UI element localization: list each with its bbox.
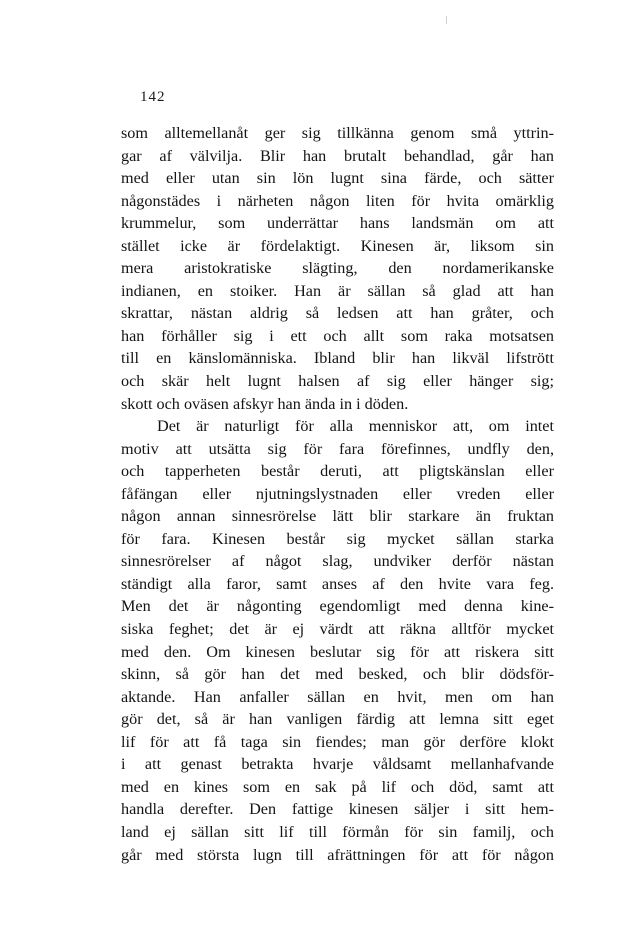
text-line: stället icke är fördelaktigt. Kinesen är, liksom sin [121,236,554,255]
text-line: ständigt alla faror, samt anses af den hvite vara feg. [121,574,554,593]
text-line: och tapperheten består deruti, att pligtskänslan eller [121,462,554,481]
text-line: sinnesrörelser af något slag, undviker derför nästan [121,552,554,571]
text-line: Det är naturligt för alla menniskor att, om intet [157,417,554,436]
text-line: indianen, en stoiker. Han är sällan så glad att han [121,281,554,300]
text-line: krummelur, som underrättar hans landsmän om att [121,214,554,233]
text-line: aktande. Han anfaller sällan en hvit, men om han [121,687,554,706]
scan-speck [446,16,447,24]
text-line: siska feghet; det är ej värdt att räkna alltför mycket [121,620,554,639]
text-line: han förhåller sig i ett och allt som raka motsatsen [121,326,554,345]
text-line: fåfängan eller njutningslystnaden eller vreden eller [121,484,554,503]
text-line: någon annan sinnesrörelse lätt blir starkare än fruktan [121,507,554,526]
text-line: land ej sällan sitt lif till förmån för sin familj, och [121,822,554,841]
text-line: någonstädes i närheten någon liten för hvita omärklig [121,191,554,210]
text-line: med den. Om kinesen beslutar sig för att riskera sitt [121,642,554,661]
text-line: gar af välvilja. Blir han brutalt behandlad, går han [121,146,554,165]
text-line: som alltemellanåt ger sig tillkänna genom små yttrin- [121,124,554,142]
text-line: handla derefter. Den fattige kinesen säljer i sitt hem- [121,800,554,819]
text-line: skott och oväsen afskyr han ända in i döden. [121,394,409,413]
text-line: till en känslomänniska. Ibland blir han likväl lifstrött [121,349,554,368]
text-line: lif för att få taga sin fiendes; man gör derföre klokt [121,732,554,751]
text-line: med en kines som en sak på lif och död, samt att [121,777,554,796]
text-line: går med största lugn till afrättningen för att för någon [121,845,554,864]
text-line: skrattar, nästan aldrig så ledsen att han gråter, och [121,304,554,323]
text-line: Men det är någonting egendomligt med denna kine- [121,597,554,616]
text-line: och skär helt lugnt halsen af sig eller hänger sig; [121,372,554,391]
text-line: med eller utan sin lön lugnt sina färde, och sätter [121,169,554,188]
body-text [121,122,554,866]
text-line: mera aristokratiske slägting, den nordamerikanske [121,259,554,278]
text-line: gör det, så är han vanligen färdig att lemna sitt eget [121,710,554,729]
page-number: 142 [140,89,166,105]
text-line: för fara. Kinesen består sig mycket sällan starka [121,529,554,548]
text-line: i att genast betrakta hvarje våldsamt mellanhafvande [121,755,554,774]
text-line: motiv att utsätta sig för fara förefinnes, undfly den, [121,439,554,458]
text-line: skinn, så gör han det med besked, och blir dödsför- [121,665,554,684]
